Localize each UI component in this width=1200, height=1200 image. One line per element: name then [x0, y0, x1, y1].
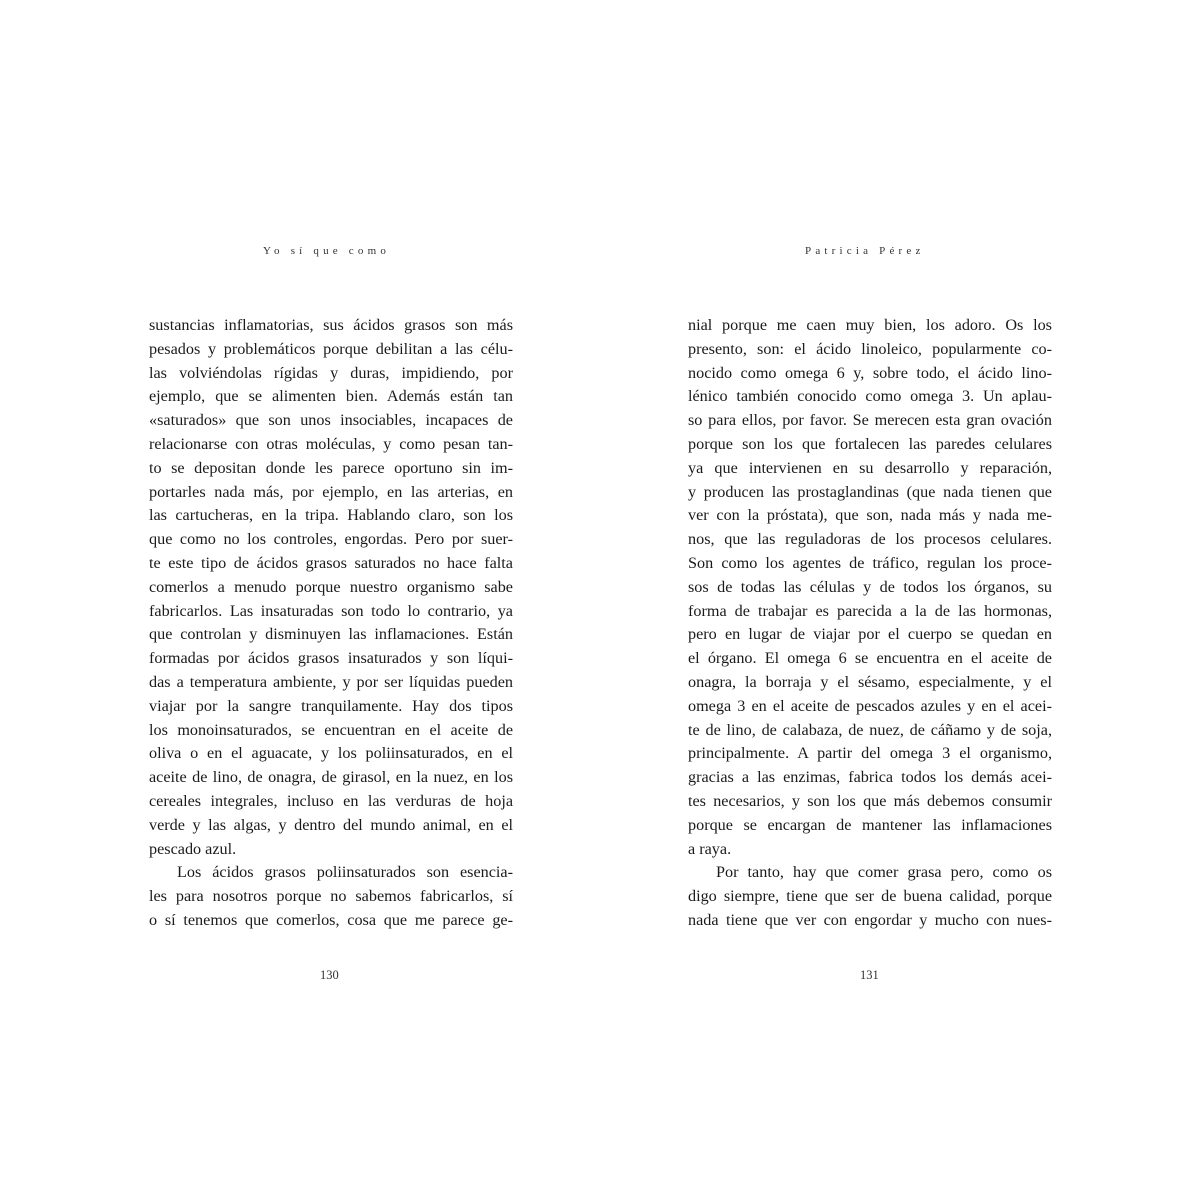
text-line: los monoinsaturados, se encuentran en el aceite de — [149, 720, 513, 739]
text-line: digo siempre, tiene que ser de buena calidad, porque — [688, 887, 1052, 906]
text-line: presento, son: el ácido linoleico, popularmente co- — [688, 339, 1052, 358]
text-line: viajar por la sangre tranquilamente. Hay dos tipos — [149, 696, 513, 715]
text-line: cereales integrales, incluso en las verduras de hoja — [149, 791, 513, 810]
text-line: oliva o en el aguacate, y los poliinsaturados, en el — [149, 744, 513, 763]
text-line: las cartucheras, en la tripa. Hablando claro, son los — [149, 506, 513, 525]
paragraph-end-line: pescado azul. — [149, 839, 237, 858]
text-line: «saturados» que son unos insociables, incapaces de — [149, 411, 513, 430]
text-line: onagra, la borraja y el sésamo, especialmente, y el — [688, 672, 1052, 691]
text-line: ya que intervienen en su desarrollo y reparación, — [688, 458, 1052, 477]
text-line: ver con la próstata), que son, nada más y nada me- — [688, 506, 1052, 525]
text-line: lénico también conocido como omega 3. Un aplau- — [688, 387, 1052, 406]
text-line: so para ellos, por favor. Se merecen esta gran ovación — [688, 411, 1052, 430]
page-number: 131 — [860, 968, 879, 982]
text-line: omega 3 en el aceite de pescados azules y en el acei- — [688, 696, 1052, 715]
text-line: o sí tenemos que comerlos, cosa que me parece ge- — [149, 910, 513, 929]
text-line: te de lino, de calabaza, de nuez, de cáñamo y de soja, — [688, 720, 1052, 739]
text-line: el órgano. El omega 6 se encuentra en el aceite de — [688, 649, 1052, 668]
text-line: las volviéndolas rígidas y duras, impidiendo, por — [149, 363, 513, 382]
text-line: les para nosotros porque no sabemos fabricarlos, sí — [149, 887, 513, 906]
text-line: que controlan y disminuyen las inflamaciones. Están — [149, 625, 513, 644]
body-text — [688, 314, 1052, 933]
text-line: to se depositan donde les parece oportuno sin im- — [149, 458, 513, 477]
text-line: fabricarlos. Las insaturadas son todo lo contrario, ya — [149, 601, 513, 620]
text-line: pesados y problemáticos porque debilitan a las célu- — [149, 339, 513, 358]
text-line: nos, que las reguladoras de los procesos celulares. — [688, 530, 1052, 549]
paragraph-end-line: a raya. — [688, 839, 732, 858]
text-line: nada tiene que ver con engordar y mucho con nues- — [688, 910, 1052, 929]
text-line: das a temperatura ambiente, y por ser líquidas pueden — [149, 672, 513, 691]
text-line: gracias a las enzimas, fabrica todos los demás acei- — [688, 768, 1052, 787]
right-page — [600, 0, 1200, 1200]
text-line: nocido como omega 6 y, sobre todo, el ácido lino- — [688, 363, 1052, 382]
paragraph-start-line: Los ácidos grasos poliinsaturados son esencia- — [177, 863, 513, 882]
text-line: que como no los controles, engordas. Pero por suer- — [149, 530, 513, 549]
text-line: comerlos a menudo porque nuestro organismo sabe — [149, 577, 513, 596]
paragraph-start-line: Por tanto, hay que comer grasa pero, como os — [716, 863, 1052, 882]
body-text — [149, 314, 513, 933]
text-line: aceite de lino, de onagra, de girasol, en la nuez, en los — [149, 768, 513, 787]
text-line: Son como los agentes de tráfico, regulan los proce- — [688, 553, 1052, 572]
page-number: 130 — [320, 968, 339, 982]
text-line: portarles nada más, por ejemplo, en las arterias, en — [149, 482, 513, 501]
text-line: porque se encargan de mantener las inflamaciones — [688, 815, 1052, 834]
running-head-book-title: Yo sí que como — [263, 245, 391, 257]
text-line: sustancias inflamatorias, sus ácidos grasos son más — [149, 316, 513, 334]
text-line: te este tipo de ácidos grasos saturados no hace falta — [149, 553, 513, 572]
text-line: formadas por ácidos grasos insaturados y son líqui- — [149, 649, 513, 668]
text-line: y producen las prostaglandinas (que nada tienen que — [688, 482, 1052, 501]
text-line: relacionarse con otras moléculas, y como pesan tan- — [149, 434, 513, 453]
running-head-author: Patricia Pérez — [805, 245, 925, 257]
text-line: nial porque me caen muy bien, los adoro. Os los — [688, 316, 1052, 334]
text-line: principalmente. A partir del omega 3 el organismo, — [688, 744, 1052, 763]
text-line: pero en lugar de viajar por el cuerpo se quedan en — [688, 625, 1052, 644]
text-line: porque son los que fortalecen las paredes celulares — [688, 434, 1052, 453]
text-line: ejemplo, que se alimenten bien. Además están tan — [149, 387, 513, 406]
text-line: sos de todas las células y de todos los órganos, su — [688, 577, 1052, 596]
text-line: forma de trabajar es parecida a la de las hormonas, — [688, 601, 1052, 620]
text-line: tes necesarios, y son los que más debemos consumir — [688, 791, 1052, 810]
text-line: verde y las algas, y dentro del mundo animal, en el — [149, 815, 513, 834]
